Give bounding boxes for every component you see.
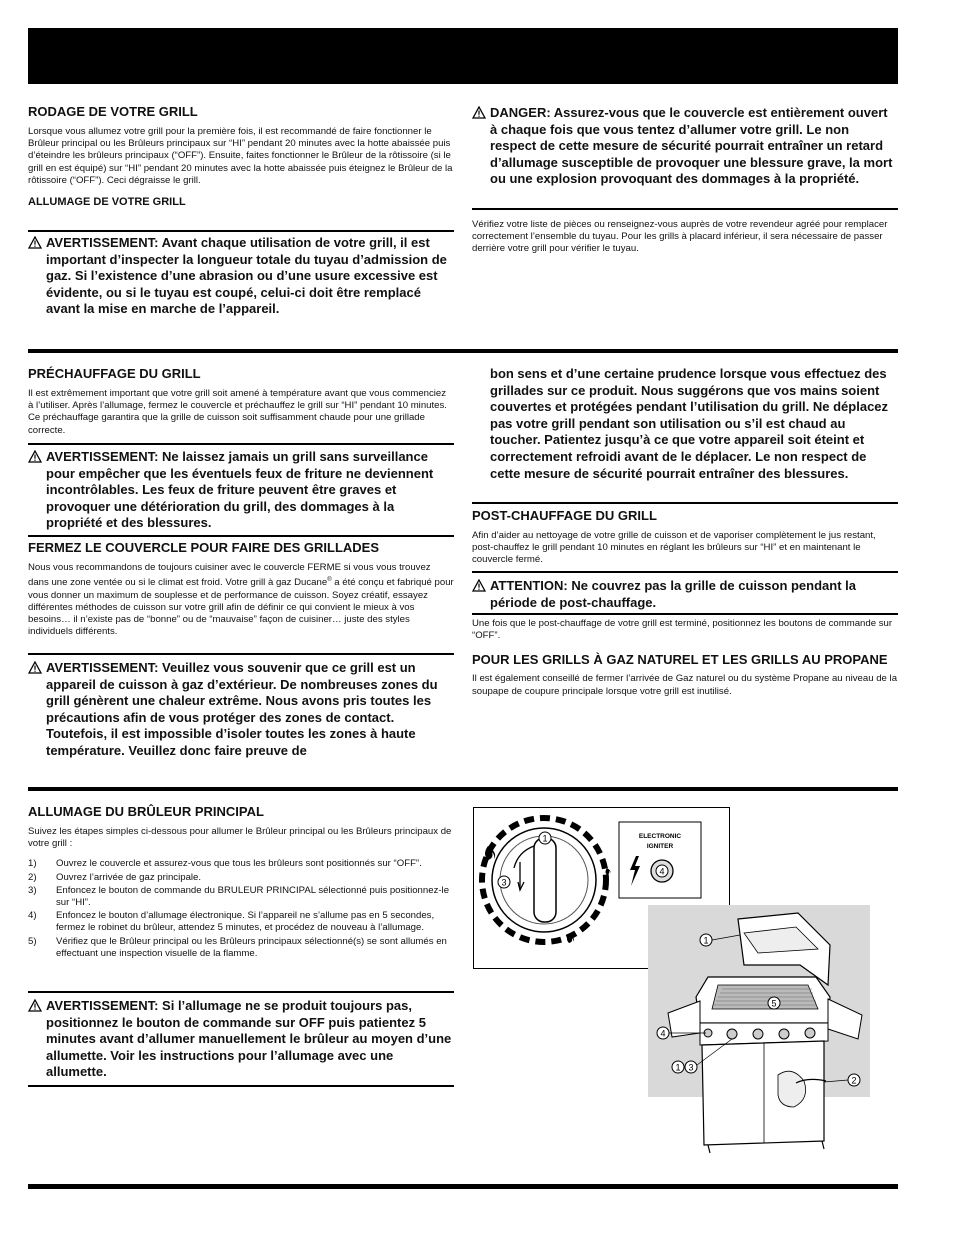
divider <box>472 208 898 210</box>
section-divider-bar <box>28 349 898 353</box>
divider <box>28 653 454 655</box>
callout-1-leader <box>712 935 740 940</box>
callout-4-label: 4 <box>660 1028 666 1039</box>
callout-3-label: 3 <box>501 877 507 888</box>
section-fermez <box>28 540 454 638</box>
footer-bar <box>28 1184 898 1189</box>
text-fermez-a: Nous vous recommandons de toujours cuisiner avec le couvercle FERME si vous vous trouvez dans une zone ventée ou si le climat est froid. Votre grill à gaz Ducane <box>28 562 431 589</box>
heading-allumage-bruleur: ALLUMAGE DU BRÛLEUR PRINCIPAL <box>28 804 264 819</box>
callout-2-label: 2 <box>851 1075 857 1086</box>
step-number: 3) <box>28 884 37 896</box>
verifiez-block <box>472 219 898 256</box>
warning-3-continued <box>490 366 898 482</box>
divider <box>472 502 898 504</box>
text-gaz: Il est également conseillé de fermer l’arrivée de Gaz naturel ou du système Propane au niveau de la soupape de coupure principale lorsque votre grill est inutilisé. <box>472 673 898 697</box>
warning-3-text: AVERTISSEMENT: Veuillez vous souvenir que ce grill est un appareil de cuisson à gaz d’extérieur. De nombreuses zones du grill génèrent une chaleur extrême. Nous avons pris toutes les précautions afin de vous protéger des zones de contact. Toutefois, il est impossible d’isoler toutes les zones à haute température. Veuillez donc faire preuve de <box>46 660 438 758</box>
step-item <box>28 885 454 909</box>
divider <box>472 571 898 573</box>
callout-1-label: 1 <box>703 935 709 946</box>
warning-triangle-icon <box>472 579 486 592</box>
text-fermez <box>28 562 454 638</box>
warning-1 <box>28 235 454 318</box>
divider <box>28 535 454 537</box>
step-item <box>28 910 454 934</box>
warning-3-cont-text: bon sens et d’une certaine prudence lorsque vous effectuez des grillades sur ce produit. Nous suggérons que vos mains soient couvertes et protégées pendant l’utilisation du grill. Ne déplacez pas votre grill pendant son utilisation ou s’il est chaud au toucher. Patientez jusqu’à ce que votre appareil soit éteint et correctement refroidi avant de le déplacer. Le non respect de cette mesure de sécurité pourrait entraîner des blessures. <box>490 366 889 481</box>
grill-illustration <box>648 905 878 1160</box>
text-rodage: Lorsque vous allumez votre grill pour la première fois, il est recommandé de faire fonctionner le Brûleur principal ou les Brûleurs principaux sur “HI” pendant 20 minutes avec la hotte abaissée puis d’éteindre les brûleurs principaux (“OFF”). Ensuite, faites fonctionner le Brûleur de la rôtissoire (si le grill en est équipé) sur “HI” pendant 20 minutes avec la hotte abaissée puis éteignez le Brûleur de la rôtissoire (“OFF”). Ceci dégraisse le grill. <box>28 126 453 186</box>
attention-block <box>472 578 898 611</box>
unefois-block <box>472 618 898 698</box>
warning-triangle-icon <box>28 999 42 1012</box>
callout-2-leader <box>824 1080 848 1082</box>
steps-list <box>28 858 454 960</box>
heading-post: POST-CHAUFFAGE DU GRILL <box>472 508 657 523</box>
right-shelf <box>828 999 862 1039</box>
step-number: 5) <box>28 935 37 947</box>
text-intro: Suivez les étapes simples ci-dessous pour allumer le Brûleur principal ou les Brûleurs principaux de votre grill : <box>28 826 452 850</box>
igniter-label-2: IGNITER <box>646 843 674 850</box>
callout-5-label: 5 <box>771 998 777 1009</box>
warning-triangle-icon <box>28 661 42 674</box>
control-knob <box>753 1029 763 1039</box>
warning-4-text: AVERTISSEMENT: Si l’allumage ne se produit toujours pas, positionnez le bouton de commande sur OFF puis patientez 5 minutes avant d’allumer manuellement le brûleur au moyen d’une allumette. Voir les instructions pour l’allumage avec une allumette. <box>46 998 452 1080</box>
danger-text: DANGER: Assurez-vous que le couvercle est entièrement ouvert à chaque fois que vous tentez d’allumer votre grill. Le non respect de cette mesure de sécurité pourrait entraîner un retard d’allumage susceptible de provoquer une blessure grave, la mort ou une explosion provoquant des dommages à la propriété. <box>490 105 893 187</box>
header-bar <box>28 28 898 84</box>
control-knob <box>727 1029 737 1039</box>
step-text: Enfoncez le bouton d’allumage électronique. Si l’appareil ne s’allume pas en 5 secondes, fermez le robinet du brûleur, attendez 5 minutes, et procédez de nouveau à l’allumage. <box>56 910 435 934</box>
step-text: Ouvrez l’arrivée de gaz principale. <box>56 871 202 883</box>
warning-1-text: AVERTISSEMENT: Avant chaque utilisation de votre grill, il est important d’inspecter la longueur totale du tuyau d’admission de gaz. Si l’existence d’une abrasion ou d’une usure excessive est évidente, ou si le tuyau est coupé, celui-ci doit être remplacé avant la mise en marche de l’appareil. <box>46 235 447 317</box>
heading-fermez: FERMEZ LE COUVERCLE POUR FAIRE DES GRILLADES <box>28 540 380 555</box>
callout-4-label: 4 <box>659 866 665 877</box>
grill-diagram <box>648 905 878 1160</box>
warning-2 <box>28 449 454 532</box>
heading-rodage: RODAGE DE VOTRE GRILL <box>28 104 198 119</box>
section-prechauffage <box>28 366 454 437</box>
text-fermez-b: a été conçu et fabriqué pour vous donner un maximum de souplesse et de performance de cuisson. Soyez créatif, essayez différentes méthodes de cuisson sur votre grill afin de définir ce qui convient le mieux à vos besoins… il n’existe pas de “bonne” ou de “mauvaise” façon de cuisiner… juste des styles individuels différents. <box>28 577 454 638</box>
control-knob <box>805 1028 815 1038</box>
callout-3-label: 3 <box>688 1062 694 1073</box>
warning-triangle-icon <box>472 106 486 119</box>
section-allumage-bruleur <box>28 804 454 961</box>
igniter-label-1: ELECTRONIC <box>638 833 682 840</box>
callout-1-label: 1 <box>542 833 548 844</box>
section-post <box>472 508 898 567</box>
divider <box>28 230 454 232</box>
heading-prechauffage: PRÉCHAUFFAGE DU GRILL <box>28 366 201 381</box>
warning-triangle-icon <box>28 450 42 463</box>
divider <box>28 443 454 445</box>
registered-mark: ® <box>327 577 332 584</box>
step-text: Vérifiez que le Brûleur principal ou les Brûleurs principaux sélectionné(s) se sont allumés en effectuant une inspection visuelle de la flamme. <box>56 935 447 959</box>
danger-block <box>472 105 898 188</box>
text-verifiez: Vérifiez votre liste de pièces ou renseignez-vous auprès de votre revendeur agréé pour remplacer correctement l’ensemble du tuyau. Pour les grills à placard inférieur, il sera nécessaire de passer derrière votre grill pour vérifier le tuyau. <box>472 219 888 255</box>
text-post: Afin d’aider au nettoyage de votre grille de cuisson et de vaporiser complètement le jus restant, post-chauffez le grill pendant 10 minutes en réglant les brûleurs sur “HI” et en maintenant le couvercle fermé. <box>472 530 876 566</box>
step-item <box>28 872 454 884</box>
warning-4 <box>28 998 454 1081</box>
step-text: Ouvrez le couvercle et assurez-vous que tous les brûleurs sont positionnés sur “OFF”. <box>56 858 422 870</box>
text-prechauffage: Il est extrêmement important que votre grill soit amené à température avant que vous commenciez à l’utiliser. Après l’allumage, fermez le couvercle et préchauffez le grill sur “HI” pendant 10 minutes. Ce préchauffage garantira que la grille de cuisson soit suffisamment chaude pour une grillade correcte. <box>28 388 447 436</box>
step-item <box>28 858 454 870</box>
callout-1b-label: 1 <box>675 1062 681 1073</box>
step-number: 1) <box>28 858 37 870</box>
flame-low-icon <box>606 868 611 875</box>
divider <box>28 1085 454 1087</box>
section-rodage <box>28 104 454 209</box>
knob-handle <box>534 838 556 922</box>
warning-3 <box>28 660 454 760</box>
step-text: Enfoncez le bouton de commande du BRULEUR PRINCIPAL sélectionné puis positionnez-le sur “HI”. <box>56 884 450 909</box>
divider <box>28 991 454 993</box>
step-item <box>28 936 454 960</box>
text-unefois: Une fois que le post-chauffage de votre grill est terminé, positionnez les boutons de commande sur “OFF”. <box>472 618 893 642</box>
left-shelf <box>668 1001 700 1037</box>
attention-text: ATTENTION: Ne couvrez pas la grille de cuisson pendant la période de post-chauffage. <box>490 578 856 610</box>
step-number: 4) <box>28 910 37 922</box>
heading-allumage: ALLUMAGE DE VOTRE GRILL <box>28 196 186 209</box>
warning-triangle-icon <box>28 236 42 249</box>
step-number: 2) <box>28 871 37 883</box>
heading-gaz: POUR LES GRILLS À GAZ NATUREL ET LES GRILLS AU PROPANE <box>472 652 888 668</box>
warning-2-text: AVERTISSEMENT: Ne laissez jamais un grill sans surveillance pour empêcher que les éventuels feux de friture ne deviennent incontrôlables. Les feux de friture peuvent être graves et provoquer une détérioration du grill, des dommages à la propriété et des blessures. <box>46 449 434 531</box>
control-knob <box>779 1029 789 1039</box>
divider <box>472 613 898 615</box>
section-divider-bar <box>28 787 898 791</box>
